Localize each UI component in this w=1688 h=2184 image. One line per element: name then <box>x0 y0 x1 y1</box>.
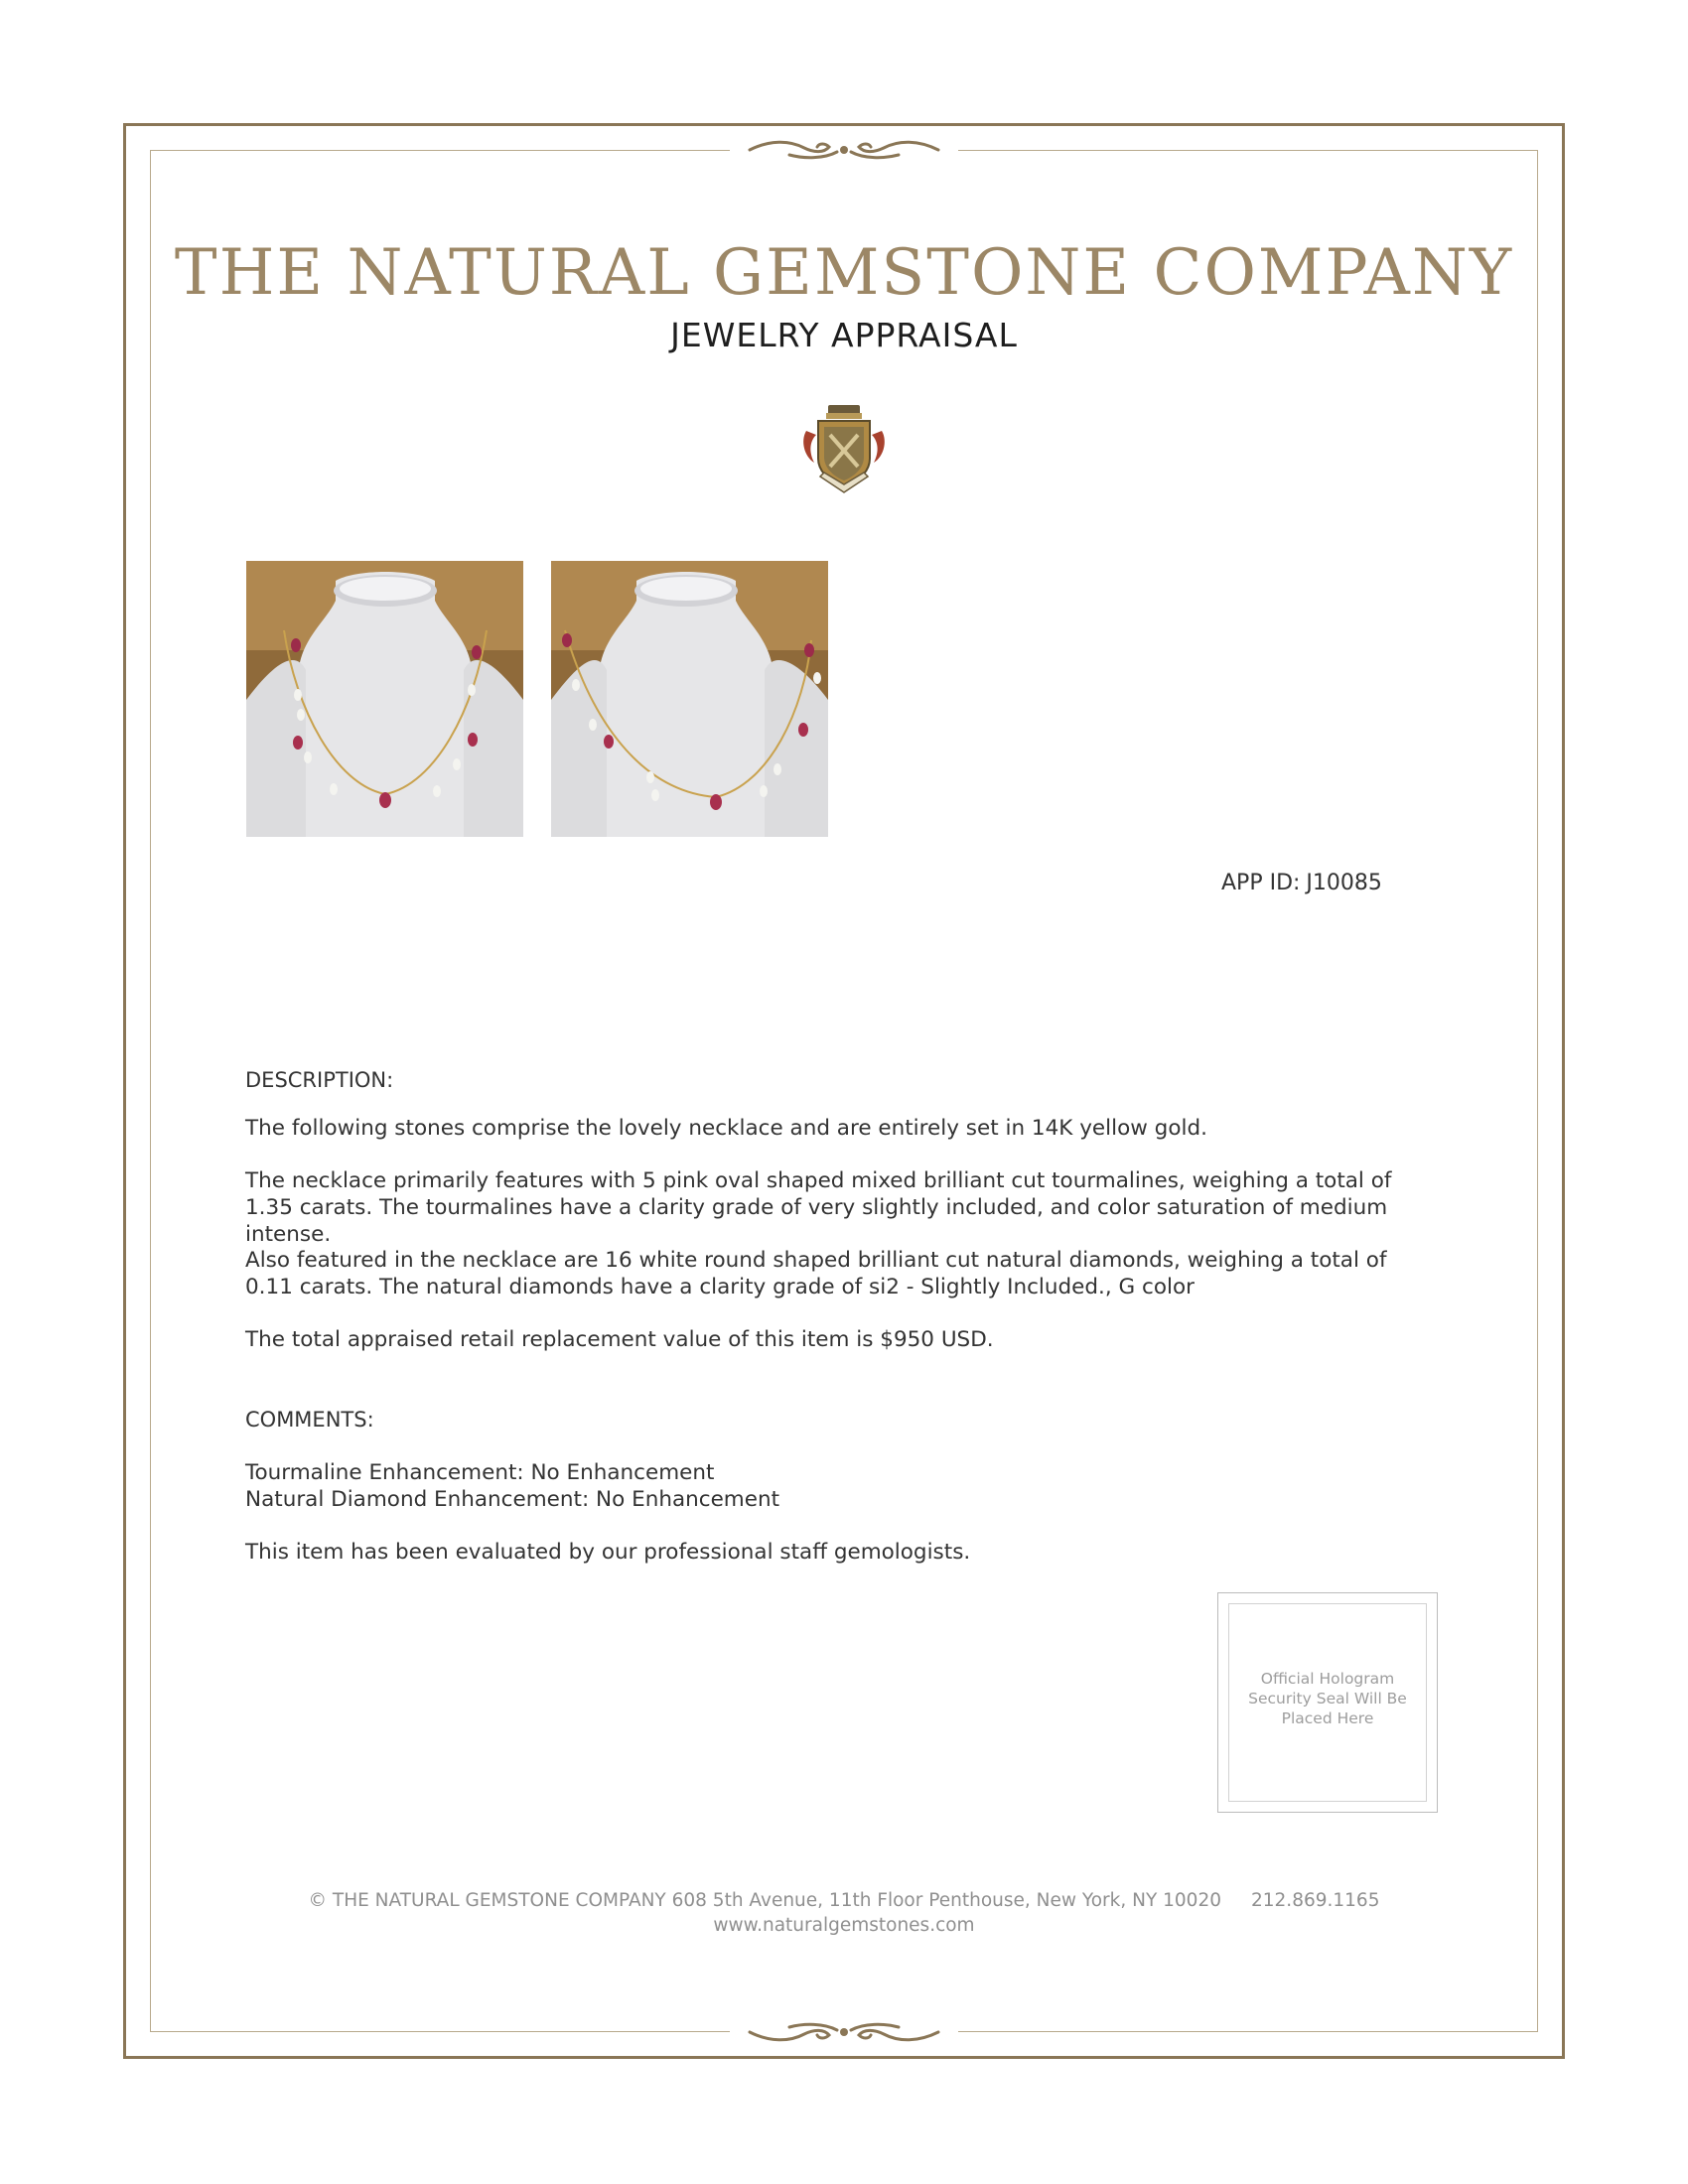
top-flourish-ornament <box>730 135 958 165</box>
description-paragraph: The necklace primarily features with 5 pink oval shaped mixed brilliant cut tourmalines, weighing a total of 1.35 carats. The tourmalines have a clarity grade of very slightly included, and color saturation of medium intense. <box>245 1168 1392 1247</box>
photo-slot-empty <box>1161 561 1438 837</box>
footer-phone: 212.869.1165 <box>1251 1890 1380 1911</box>
footer-website: www.naturalgemstones.com <box>713 1915 975 1936</box>
appraised-value-paragraph: The total appraised retail replacement value of this item is $950 USD. <box>245 1327 994 1352</box>
comment-line: Natural Diamond Enhancement: No Enhancement <box>245 1487 780 1512</box>
description-paragraph: Also featured in the necklace are 16 white round shaped brilliant cut natural diamonds, weighing a total of 0.11 carats. The natural diamonds have a clarity grade of si2 - Slightly Included., G color <box>245 1248 1387 1299</box>
heraldic-crest-logo <box>800 401 888 494</box>
hologram-seal-placeholder-text: Official Hologram Security Seal Will Be Placed Here <box>1248 1670 1407 1727</box>
comments-heading: COMMENTS: <box>245 1408 374 1432</box>
bottom-flourish-ornament <box>730 2017 958 2047</box>
comment-line: Tourmaline Enhancement: No Enhancement <box>245 1460 715 1485</box>
company-name-heading: THE NATURAL GEMSTONE COMPANY <box>174 236 1514 310</box>
app-id-label: APP ID: <box>1221 871 1301 895</box>
photo-slot-empty <box>856 561 1133 837</box>
description-paragraph: The following stones comprise the lovely necklace and are entirely set in 14K yellow gold. <box>245 1116 1207 1141</box>
necklace-photo-angle <box>551 561 828 837</box>
footer-copyright-address: © THE NATURAL GEMSTONE COMPANY 608 5th Avenue, 11th Floor Penthouse, New York, NY 10020 <box>308 1890 1221 1911</box>
evaluation-note: This item has been evaluated by our professional staff gemologists. <box>245 1540 971 1565</box>
necklace-photo-front <box>246 561 523 837</box>
footer-address <box>0 1890 1688 1911</box>
description-heading: DESCRIPTION: <box>245 1068 394 1092</box>
app-id <box>1221 871 1395 895</box>
app-id-value: J10085 <box>1306 871 1382 895</box>
document-title: JEWELRY APPRAISAL <box>670 316 1018 354</box>
